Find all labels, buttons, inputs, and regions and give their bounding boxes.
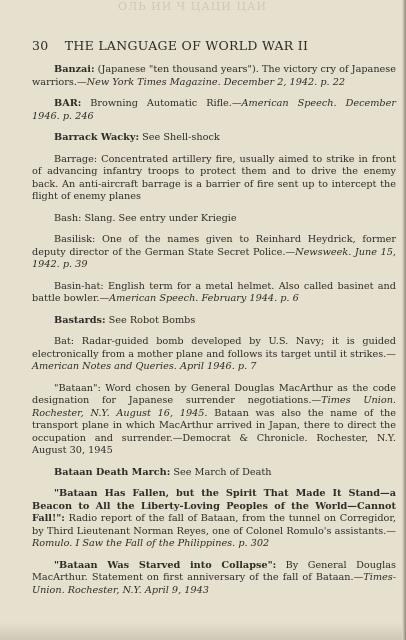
entry-basilisk <box>32 234 396 272</box>
entry-text: See March of Death <box>170 466 272 478</box>
entry-source: American Speech. December 1946. p. 246 <box>32 98 396 122</box>
entry-source: New York Times Magazine. December 2, 1942. p. 22 <box>86 76 346 88</box>
entry-bash <box>32 213 396 226</box>
entry-text: Basin-hat: English term for a metal helmet. Also called basinet and battle bowler.— <box>32 280 396 304</box>
page-number: 30 <box>32 38 49 53</box>
entry-text: "Bataan": Word chosen by General Douglas MacArthur as the code designation for Japanese surrender negotiations.— <box>32 382 396 406</box>
page-right-edge-shadow <box>402 0 406 640</box>
entry-term: "Bataan Has Fallen, but the Spirit That Made It Stand—a Beacon to All the Liberty-Loving Peoples of the World—Cannot Fall!": <box>32 488 396 524</box>
entry-term: Banzai: <box>54 64 95 75</box>
entry-basin-hat <box>32 281 396 306</box>
page-bottom-shadow <box>0 622 406 640</box>
entry-text: By General Douglas MacArthur. Statement on first anniversary of the fall of Bataan.— <box>32 559 396 583</box>
entry-source: American Notes and Queries. April 1946. p. 7 <box>32 361 257 372</box>
entry-text: Barrage: Concentrated artillery fire, usually aimed to strike in front of advancing infantry troops to protect them and to drive the enemy back. An anti-aircraft barrage is a barrier of fire sent up to intercept the flight of enemy planes <box>32 153 396 202</box>
entry-bataan-death-march <box>32 467 396 480</box>
entry-tail: Bataan was also the name of the transport plane in which MacArthur arrived in Japan, there to direct the occupation and surrender.—Democrat & Chronicle. Rochester, N.Y. August 30, 1945 <box>32 407 396 456</box>
entry-text: Radio report of the fall of Bataan, from the tunnel on Corregidor, by Third Lieutenant Norman Reyes, one of Colonel Romulo's assistants.— <box>32 513 396 537</box>
entry-text: Basilisk: One of the names given to Reinhard Heydrick, former deputy director of the German State Secret Police.— <box>32 234 396 258</box>
bleed-through-text: ОЛЬ ИИ Ч ЦАЦИ ЦАИ <box>118 0 267 13</box>
entry-source: Romulo. I Saw the Fall of the Philippines. p. 302 <box>32 538 270 549</box>
entry-term: Barrack Wacky: <box>54 132 140 143</box>
entry-text: (Japanese "ten thousand years"). The victory cry of Japanese warriors.— <box>32 64 396 88</box>
entry-bataan-has-fallen <box>32 488 396 551</box>
entry-term: Bastards: <box>54 314 106 326</box>
entry-bar <box>32 98 396 123</box>
entry-text: Bat: Radar-guided bomb developed by U.S. Navy; it is guided electronically from a mother plane and follows its target until it strikes.— <box>32 336 396 360</box>
entry-source: Times Union. Rochester, N.Y. August 16, 1945. <box>32 395 397 419</box>
entry-banzai <box>32 64 396 89</box>
entry-text: Browning Automatic Rifle.— <box>81 98 242 109</box>
entry-barrack-wacky <box>32 132 396 145</box>
entry-barrage <box>32 154 396 204</box>
entry-source: American Speech. February 1944. p. 6 <box>109 293 299 304</box>
entry-source: Newsweek. June 15, 1942. p. 39 <box>32 246 396 270</box>
entry-term: "Bataan Was Starved into Collapse": <box>54 559 277 571</box>
entry-text: Bash: Slang. See entry under Kriegie <box>54 212 237 224</box>
entry-text: See Shell-shock <box>139 132 220 143</box>
entry-text: See Robot Bombs <box>105 314 196 326</box>
glossary-entries <box>32 64 396 606</box>
running-title: THE LANGUAGE OF WORLD WAR II <box>64 38 309 53</box>
entry-bataan-was-starved <box>32 560 396 598</box>
entry-bataan <box>32 383 396 458</box>
page-header <box>32 38 392 53</box>
entry-term: Bataan Death March: <box>54 466 171 478</box>
entry-source: Times-Union. Rochester, N.Y. April 9, 1943 <box>32 572 396 596</box>
entry-bat <box>32 336 396 374</box>
entry-bastards <box>32 315 396 328</box>
entry-term: BAR: <box>54 98 82 109</box>
